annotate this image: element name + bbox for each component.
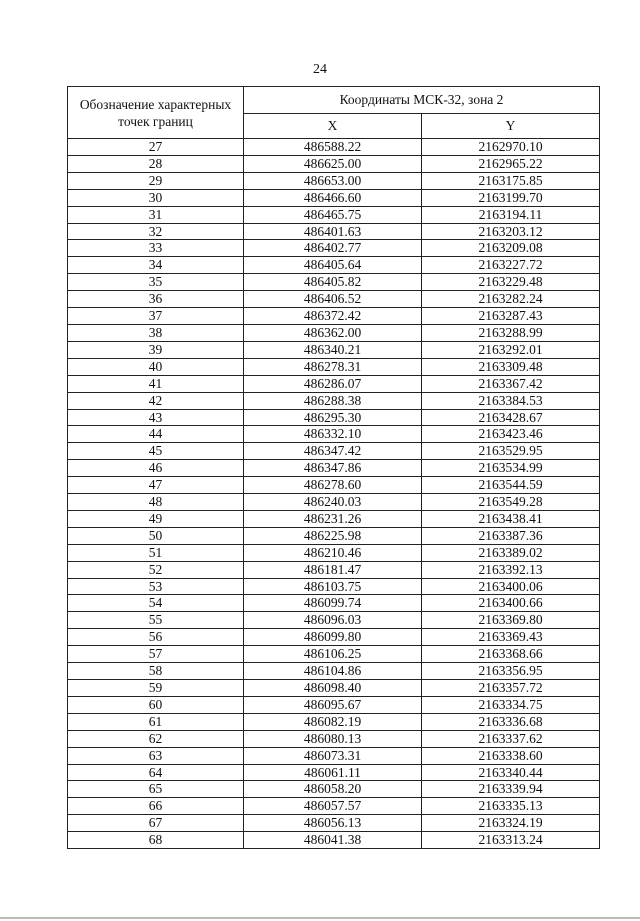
table-row bbox=[68, 291, 600, 308]
table-row bbox=[68, 713, 600, 730]
y-coordinate-cell: 2163423.46 bbox=[422, 426, 600, 443]
table-row bbox=[68, 460, 600, 477]
x-coordinate-cell: 486095.67 bbox=[244, 696, 422, 713]
point-number-cell: 48 bbox=[68, 494, 244, 511]
x-coordinate-cell: 486231.26 bbox=[244, 510, 422, 527]
x-coordinate-cell: 486372.42 bbox=[244, 308, 422, 325]
point-number-cell: 29 bbox=[68, 172, 244, 189]
header-designation: Обозначение характерных точек границ bbox=[68, 87, 244, 139]
point-number-cell: 45 bbox=[68, 443, 244, 460]
y-coordinate-cell: 2163334.75 bbox=[422, 696, 600, 713]
y-coordinate-cell: 2163400.66 bbox=[422, 595, 600, 612]
point-number-cell: 55 bbox=[68, 612, 244, 629]
y-coordinate-cell: 2163194.11 bbox=[422, 206, 600, 223]
point-number-cell: 42 bbox=[68, 392, 244, 409]
table-row bbox=[68, 663, 600, 680]
point-number-cell: 34 bbox=[68, 257, 244, 274]
point-number-cell: 30 bbox=[68, 189, 244, 206]
y-coordinate-cell: 2163203.12 bbox=[422, 223, 600, 240]
table-row bbox=[68, 308, 600, 325]
y-coordinate-cell: 2163340.44 bbox=[422, 764, 600, 781]
coordinates-table bbox=[67, 86, 600, 849]
point-number-cell: 46 bbox=[68, 460, 244, 477]
y-coordinate-cell: 2163324.19 bbox=[422, 815, 600, 832]
y-coordinate-cell: 2162970.10 bbox=[422, 139, 600, 156]
table-row bbox=[68, 781, 600, 798]
x-coordinate-cell: 486625.00 bbox=[244, 155, 422, 172]
point-number-cell: 61 bbox=[68, 713, 244, 730]
x-coordinate-cell: 486210.46 bbox=[244, 544, 422, 561]
table-row bbox=[68, 324, 600, 341]
header-y: Y bbox=[422, 114, 600, 139]
point-number-cell: 53 bbox=[68, 578, 244, 595]
table-row bbox=[68, 764, 600, 781]
y-coordinate-cell: 2163338.60 bbox=[422, 747, 600, 764]
point-number-cell: 38 bbox=[68, 324, 244, 341]
point-number-cell: 36 bbox=[68, 291, 244, 308]
point-number-cell: 59 bbox=[68, 680, 244, 697]
table-row bbox=[68, 612, 600, 629]
table-header bbox=[68, 87, 600, 139]
y-coordinate-cell: 2163544.59 bbox=[422, 477, 600, 494]
table-row bbox=[68, 274, 600, 291]
y-coordinate-cell: 2163428.67 bbox=[422, 409, 600, 426]
x-coordinate-cell: 486405.82 bbox=[244, 274, 422, 291]
page-edge-line bbox=[0, 917, 640, 919]
y-coordinate-cell: 2163336.68 bbox=[422, 713, 600, 730]
y-coordinate-cell: 2163389.02 bbox=[422, 544, 600, 561]
point-number-cell: 56 bbox=[68, 629, 244, 646]
x-coordinate-cell: 486106.25 bbox=[244, 646, 422, 663]
table-row bbox=[68, 375, 600, 392]
y-coordinate-cell: 2163356.95 bbox=[422, 663, 600, 680]
y-coordinate-cell: 2163175.85 bbox=[422, 172, 600, 189]
point-number-cell: 41 bbox=[68, 375, 244, 392]
point-number-cell: 63 bbox=[68, 747, 244, 764]
point-number-cell: 28 bbox=[68, 155, 244, 172]
y-coordinate-cell: 2163392.13 bbox=[422, 561, 600, 578]
table-row bbox=[68, 409, 600, 426]
x-coordinate-cell: 486061.11 bbox=[244, 764, 422, 781]
y-coordinate-cell: 2163209.08 bbox=[422, 240, 600, 257]
table-row bbox=[68, 832, 600, 849]
y-coordinate-cell: 2163313.24 bbox=[422, 832, 600, 849]
point-number-cell: 57 bbox=[68, 646, 244, 663]
table-row bbox=[68, 494, 600, 511]
x-coordinate-cell: 486278.60 bbox=[244, 477, 422, 494]
y-coordinate-cell: 2163369.80 bbox=[422, 612, 600, 629]
page-number: 24 bbox=[313, 62, 327, 77]
header-x: X bbox=[244, 114, 422, 139]
point-number-cell: 44 bbox=[68, 426, 244, 443]
y-coordinate-cell: 2163357.72 bbox=[422, 680, 600, 697]
header-coordinate-system: Координаты МСК-32, зона 2 bbox=[244, 87, 600, 114]
x-coordinate-cell: 486103.75 bbox=[244, 578, 422, 595]
point-number-cell: 52 bbox=[68, 561, 244, 578]
point-number-cell: 62 bbox=[68, 730, 244, 747]
point-number-cell: 27 bbox=[68, 139, 244, 156]
point-number-cell: 47 bbox=[68, 477, 244, 494]
table-row bbox=[68, 510, 600, 527]
table-row bbox=[68, 578, 600, 595]
table-row bbox=[68, 206, 600, 223]
x-coordinate-cell: 486041.38 bbox=[244, 832, 422, 849]
x-coordinate-cell: 486347.86 bbox=[244, 460, 422, 477]
x-coordinate-cell: 486288.38 bbox=[244, 392, 422, 409]
y-coordinate-cell: 2163529.95 bbox=[422, 443, 600, 460]
table-row bbox=[68, 189, 600, 206]
y-coordinate-cell: 2163387.36 bbox=[422, 527, 600, 544]
table-row bbox=[68, 798, 600, 815]
x-coordinate-cell: 486286.07 bbox=[244, 375, 422, 392]
y-coordinate-cell: 2163229.48 bbox=[422, 274, 600, 291]
x-coordinate-cell: 486073.31 bbox=[244, 747, 422, 764]
y-coordinate-cell: 2163199.70 bbox=[422, 189, 600, 206]
y-coordinate-cell: 2163400.06 bbox=[422, 578, 600, 595]
y-coordinate-cell: 2163339.94 bbox=[422, 781, 600, 798]
table-row bbox=[68, 155, 600, 172]
table-row bbox=[68, 747, 600, 764]
x-coordinate-cell: 486465.75 bbox=[244, 206, 422, 223]
x-coordinate-cell: 486588.22 bbox=[244, 139, 422, 156]
y-coordinate-cell: 2163368.66 bbox=[422, 646, 600, 663]
point-number-cell: 35 bbox=[68, 274, 244, 291]
table-row bbox=[68, 815, 600, 832]
point-number-cell: 39 bbox=[68, 341, 244, 358]
table-row bbox=[68, 527, 600, 544]
x-coordinate-cell: 486347.42 bbox=[244, 443, 422, 460]
point-number-cell: 64 bbox=[68, 764, 244, 781]
y-coordinate-cell: 2163549.28 bbox=[422, 494, 600, 511]
x-coordinate-cell: 486466.60 bbox=[244, 189, 422, 206]
point-number-cell: 31 bbox=[68, 206, 244, 223]
y-coordinate-cell: 2163367.42 bbox=[422, 375, 600, 392]
x-coordinate-cell: 486240.03 bbox=[244, 494, 422, 511]
x-coordinate-cell: 486406.52 bbox=[244, 291, 422, 308]
y-coordinate-cell: 2163534.99 bbox=[422, 460, 600, 477]
point-number-cell: 50 bbox=[68, 527, 244, 544]
table-row bbox=[68, 240, 600, 257]
table-row bbox=[68, 561, 600, 578]
table-row bbox=[68, 544, 600, 561]
table-row bbox=[68, 341, 600, 358]
x-coordinate-cell: 486082.19 bbox=[244, 713, 422, 730]
x-coordinate-cell: 486402.77 bbox=[244, 240, 422, 257]
x-coordinate-cell: 486401.63 bbox=[244, 223, 422, 240]
x-coordinate-cell: 486340.21 bbox=[244, 341, 422, 358]
x-coordinate-cell: 486332.10 bbox=[244, 426, 422, 443]
x-coordinate-cell: 486058.20 bbox=[244, 781, 422, 798]
x-coordinate-cell: 486080.13 bbox=[244, 730, 422, 747]
y-coordinate-cell: 2163438.41 bbox=[422, 510, 600, 527]
table-body bbox=[68, 139, 600, 849]
x-coordinate-cell: 486225.98 bbox=[244, 527, 422, 544]
point-number-cell: 65 bbox=[68, 781, 244, 798]
table-row bbox=[68, 426, 600, 443]
x-coordinate-cell: 486295.30 bbox=[244, 409, 422, 426]
x-coordinate-cell: 486278.31 bbox=[244, 358, 422, 375]
x-coordinate-cell: 486362.00 bbox=[244, 324, 422, 341]
y-coordinate-cell: 2163335.13 bbox=[422, 798, 600, 815]
point-number-cell: 33 bbox=[68, 240, 244, 257]
x-coordinate-cell: 486653.00 bbox=[244, 172, 422, 189]
point-number-cell: 40 bbox=[68, 358, 244, 375]
table-row bbox=[68, 646, 600, 663]
x-coordinate-cell: 486104.86 bbox=[244, 663, 422, 680]
table-row bbox=[68, 595, 600, 612]
y-coordinate-cell: 2163288.99 bbox=[422, 324, 600, 341]
table-row bbox=[68, 730, 600, 747]
x-coordinate-cell: 486098.40 bbox=[244, 680, 422, 697]
table-row bbox=[68, 358, 600, 375]
y-coordinate-cell: 2163369.43 bbox=[422, 629, 600, 646]
table-row bbox=[68, 477, 600, 494]
table-row bbox=[68, 629, 600, 646]
point-number-cell: 37 bbox=[68, 308, 244, 325]
x-coordinate-cell: 486405.64 bbox=[244, 257, 422, 274]
y-coordinate-cell: 2163309.48 bbox=[422, 358, 600, 375]
point-number-cell: 66 bbox=[68, 798, 244, 815]
point-number-cell: 60 bbox=[68, 696, 244, 713]
y-coordinate-cell: 2163282.24 bbox=[422, 291, 600, 308]
y-coordinate-cell: 2163292.01 bbox=[422, 341, 600, 358]
table-row bbox=[68, 223, 600, 240]
y-coordinate-cell: 2162965.22 bbox=[422, 155, 600, 172]
table-row bbox=[68, 696, 600, 713]
y-coordinate-cell: 2163384.53 bbox=[422, 392, 600, 409]
point-number-cell: 54 bbox=[68, 595, 244, 612]
point-number-cell: 43 bbox=[68, 409, 244, 426]
x-coordinate-cell: 486099.74 bbox=[244, 595, 422, 612]
point-number-cell: 49 bbox=[68, 510, 244, 527]
x-coordinate-cell: 486057.57 bbox=[244, 798, 422, 815]
table-row bbox=[68, 172, 600, 189]
table-row bbox=[68, 443, 600, 460]
x-coordinate-cell: 486096.03 bbox=[244, 612, 422, 629]
table-row bbox=[68, 392, 600, 409]
table-row bbox=[68, 680, 600, 697]
table-row bbox=[68, 139, 600, 156]
x-coordinate-cell: 486056.13 bbox=[244, 815, 422, 832]
table-row bbox=[68, 257, 600, 274]
y-coordinate-cell: 2163227.72 bbox=[422, 257, 600, 274]
point-number-cell: 32 bbox=[68, 223, 244, 240]
point-number-cell: 68 bbox=[68, 832, 244, 849]
x-coordinate-cell: 486099.80 bbox=[244, 629, 422, 646]
y-coordinate-cell: 2163287.43 bbox=[422, 308, 600, 325]
point-number-cell: 58 bbox=[68, 663, 244, 680]
y-coordinate-cell: 2163337.62 bbox=[422, 730, 600, 747]
x-coordinate-cell: 486181.47 bbox=[244, 561, 422, 578]
point-number-cell: 67 bbox=[68, 815, 244, 832]
point-number-cell: 51 bbox=[68, 544, 244, 561]
